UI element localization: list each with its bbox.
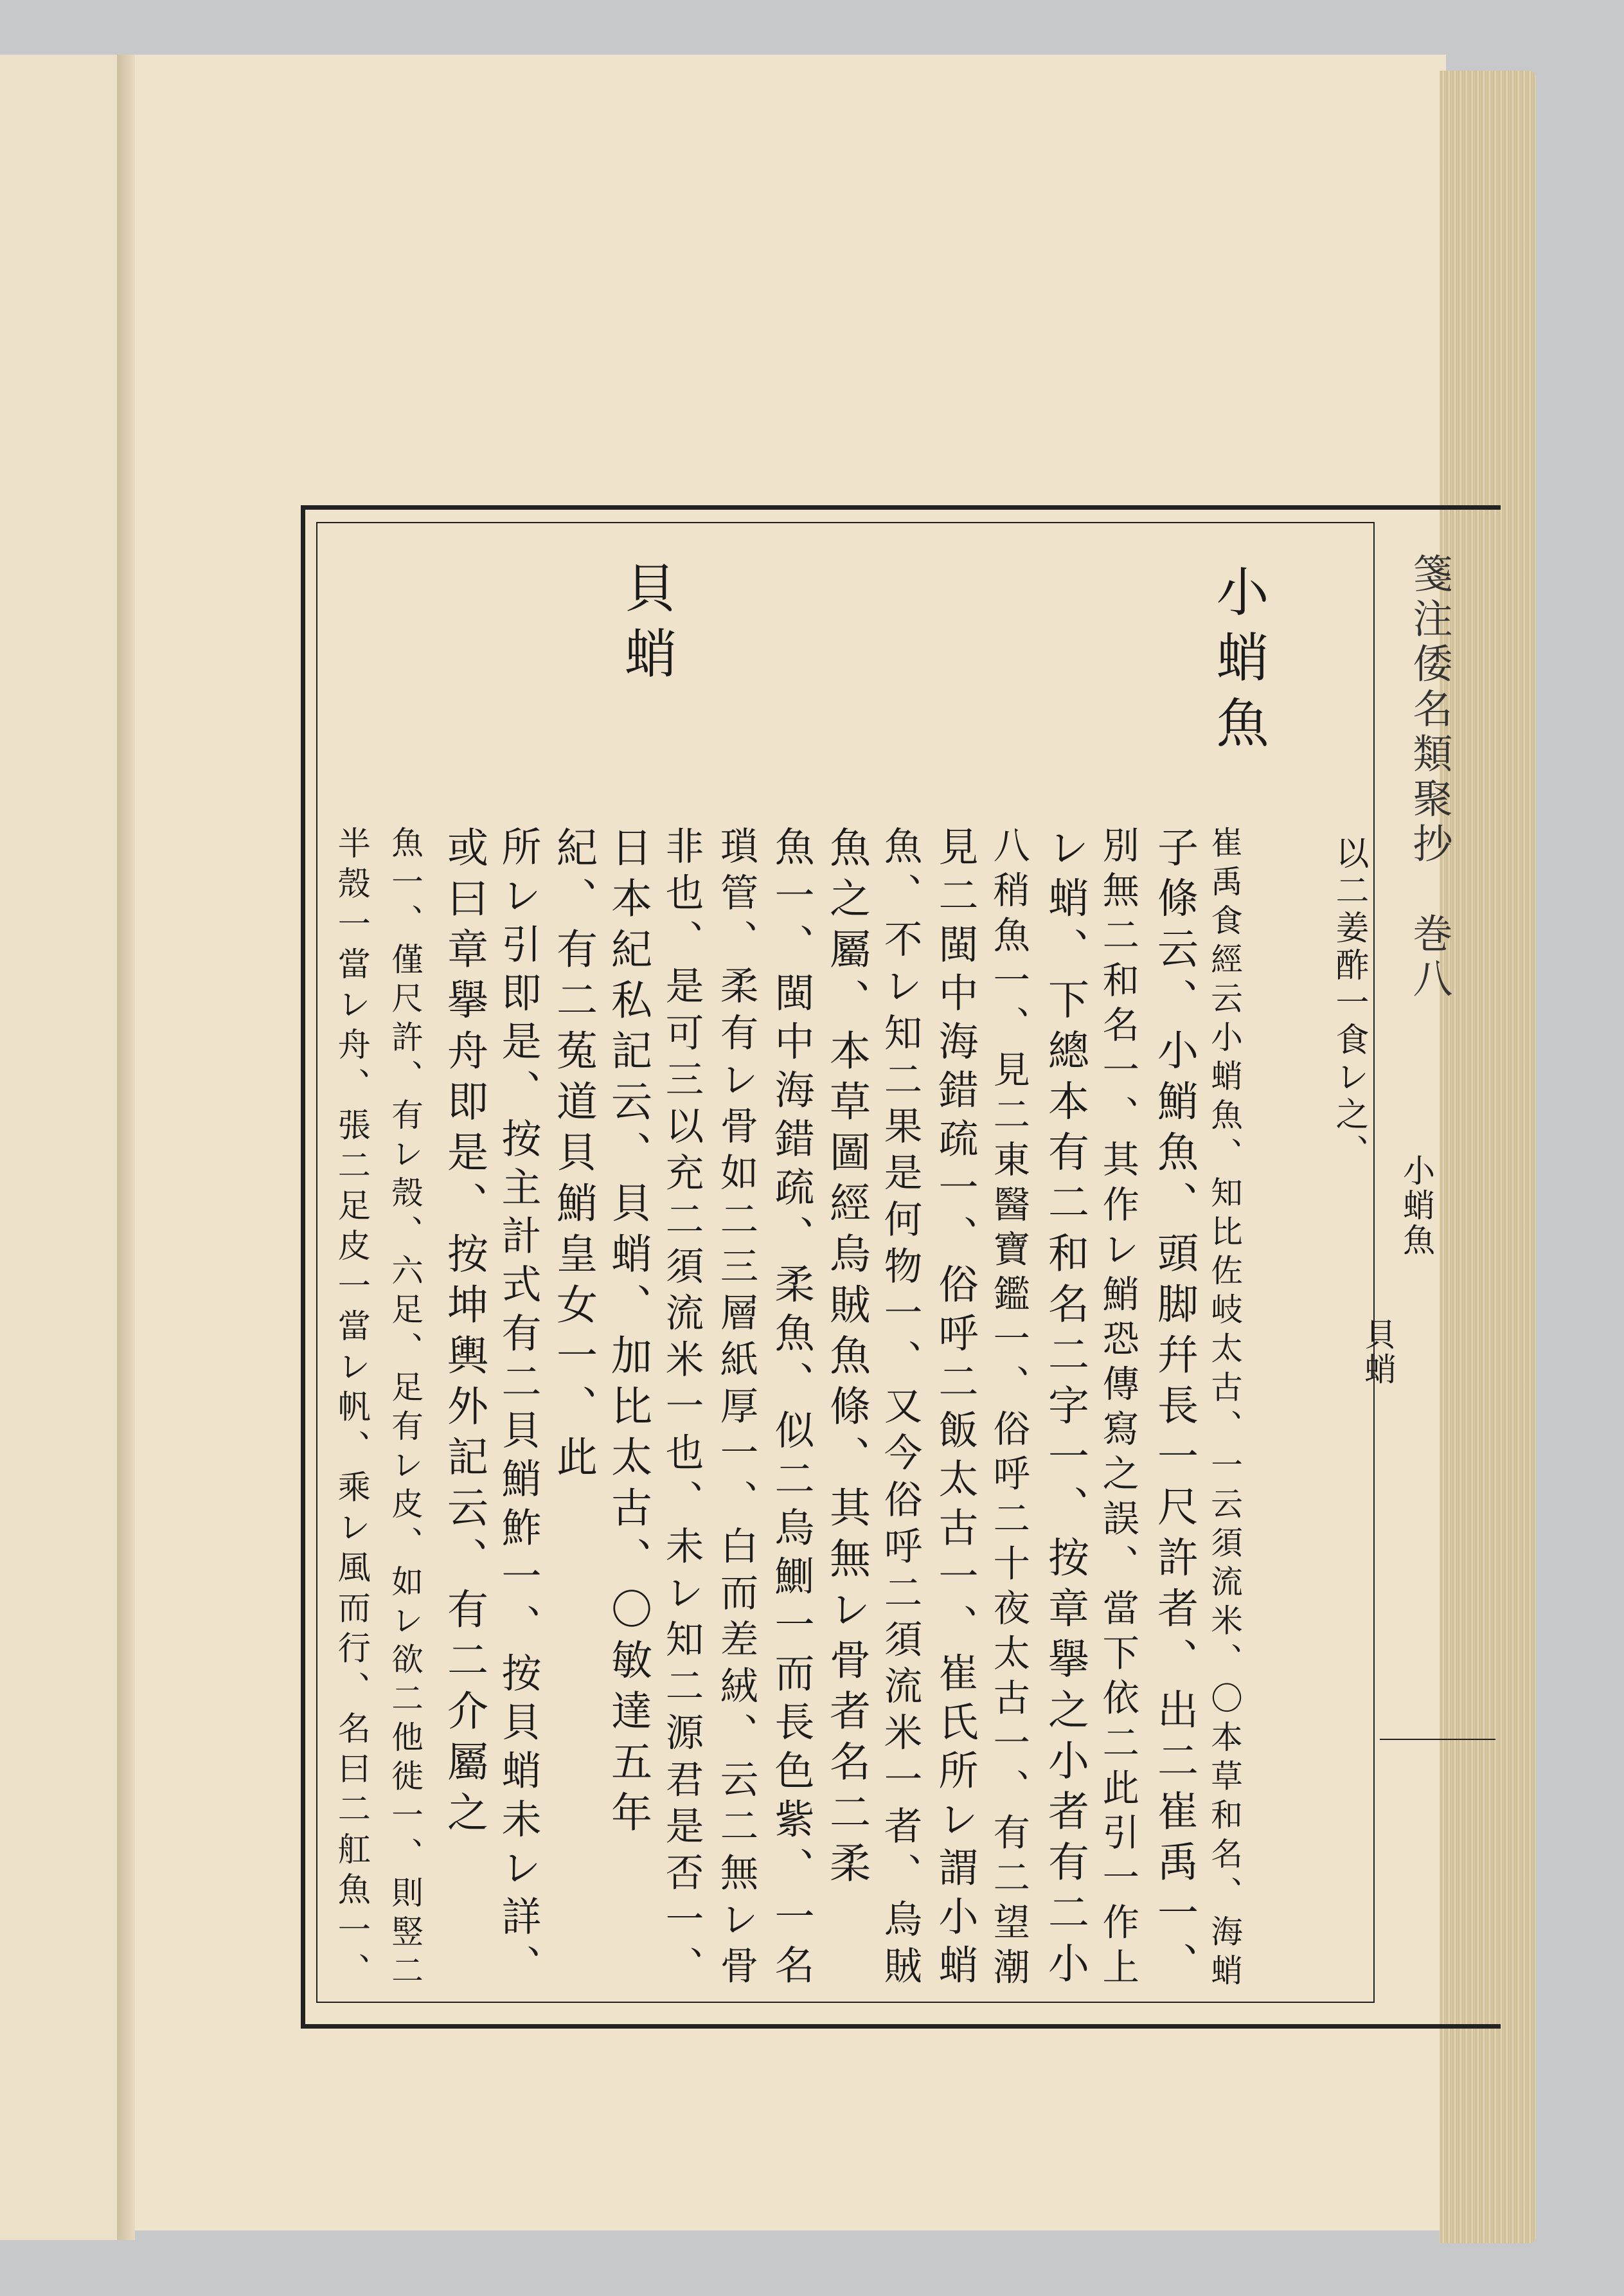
- text-column: 瑣管、柔有レ骨如二三層紙厚一、白而差絨、云二無レ骨: [713, 826, 758, 1993]
- entry-heading-paper-nautilus: 貝蛸: [616, 561, 677, 692]
- text-column: 或曰章擧舟即是、按坤輿外記云、有二介屬之: [440, 826, 488, 1842]
- text-column: 子條云、小鮹魚、頭脚幷長一尺許者、出二崔禹一、: [1150, 826, 1198, 1993]
- text-column: 八稍魚一、見二東醫寶鑑一、俗呼二十夜太古一、有二望潮: [987, 826, 1030, 1993]
- margin-horizontal-rule: [1380, 1739, 1495, 1740]
- text-column: 見二閩中海錯疏一、俗呼二飯太古一、崔氏所レ謂小蛸: [932, 826, 979, 1993]
- margin-entry-paper-nautilus: 貝蛸: [1359, 1318, 1396, 1387]
- text-column: 別無二和名一、其作レ鮹恐傳寫之誤、當下依二此引一作上: [1096, 826, 1139, 1993]
- left-page-edge: [0, 55, 118, 2240]
- running-title: 箋注倭名類聚抄 巻八: [1406, 553, 1453, 1003]
- text-column: 崔禹食經云小蛸魚、知比佐岐太古、一云須流米、〇本草和名、海蛸: [1206, 826, 1244, 1993]
- text-column: 非也、是可三以充二須流米一也、未レ知二源君是否一、: [659, 826, 704, 1993]
- text-column: 半殼一當レ舟、張二足皮一當レ帆、乘レ風而行、名曰二舡魚一、: [332, 826, 371, 1993]
- text-column: 魚、不レ知二果是何物一、又今俗呼二須流米一者、烏賊: [877, 826, 922, 1993]
- text-column: 所レ引即是、按主計式有二貝鮹鮓一、按貝蛸未レ詳、: [495, 826, 542, 1993]
- text-column: 日本紀私記云、貝蛸、加比太古、〇敏達五年: [604, 826, 652, 1842]
- text-column: 魚一、閩中海錯疏、柔魚、似二烏鰂一而長色紫、一名: [768, 826, 816, 1993]
- entry-heading-small-octopus: 小蛸魚: [1208, 564, 1269, 761]
- text-column: 魚之屬、本草圖經烏賊魚條、其無レ骨者名二柔: [823, 826, 870, 1892]
- margin-entry-small-octopus: 小蛸魚: [1398, 1154, 1435, 1258]
- entry-note: 以二姜酢一食レ之、: [1330, 836, 1368, 1171]
- margin-column-rule: [1373, 522, 1375, 2002]
- text-column: レ蛸、下總本有二和名二字一、按章擧之小者有二小: [1041, 826, 1089, 1993]
- text-column: 紀、有二菟道貝鮹皇女一、此: [549, 826, 597, 1486]
- book-gutter: [117, 55, 135, 2240]
- text-column: 魚一、僅尺許、有レ殼、六足、足有レ皮、如レ欲二他徙一、則竪二: [386, 826, 424, 1993]
